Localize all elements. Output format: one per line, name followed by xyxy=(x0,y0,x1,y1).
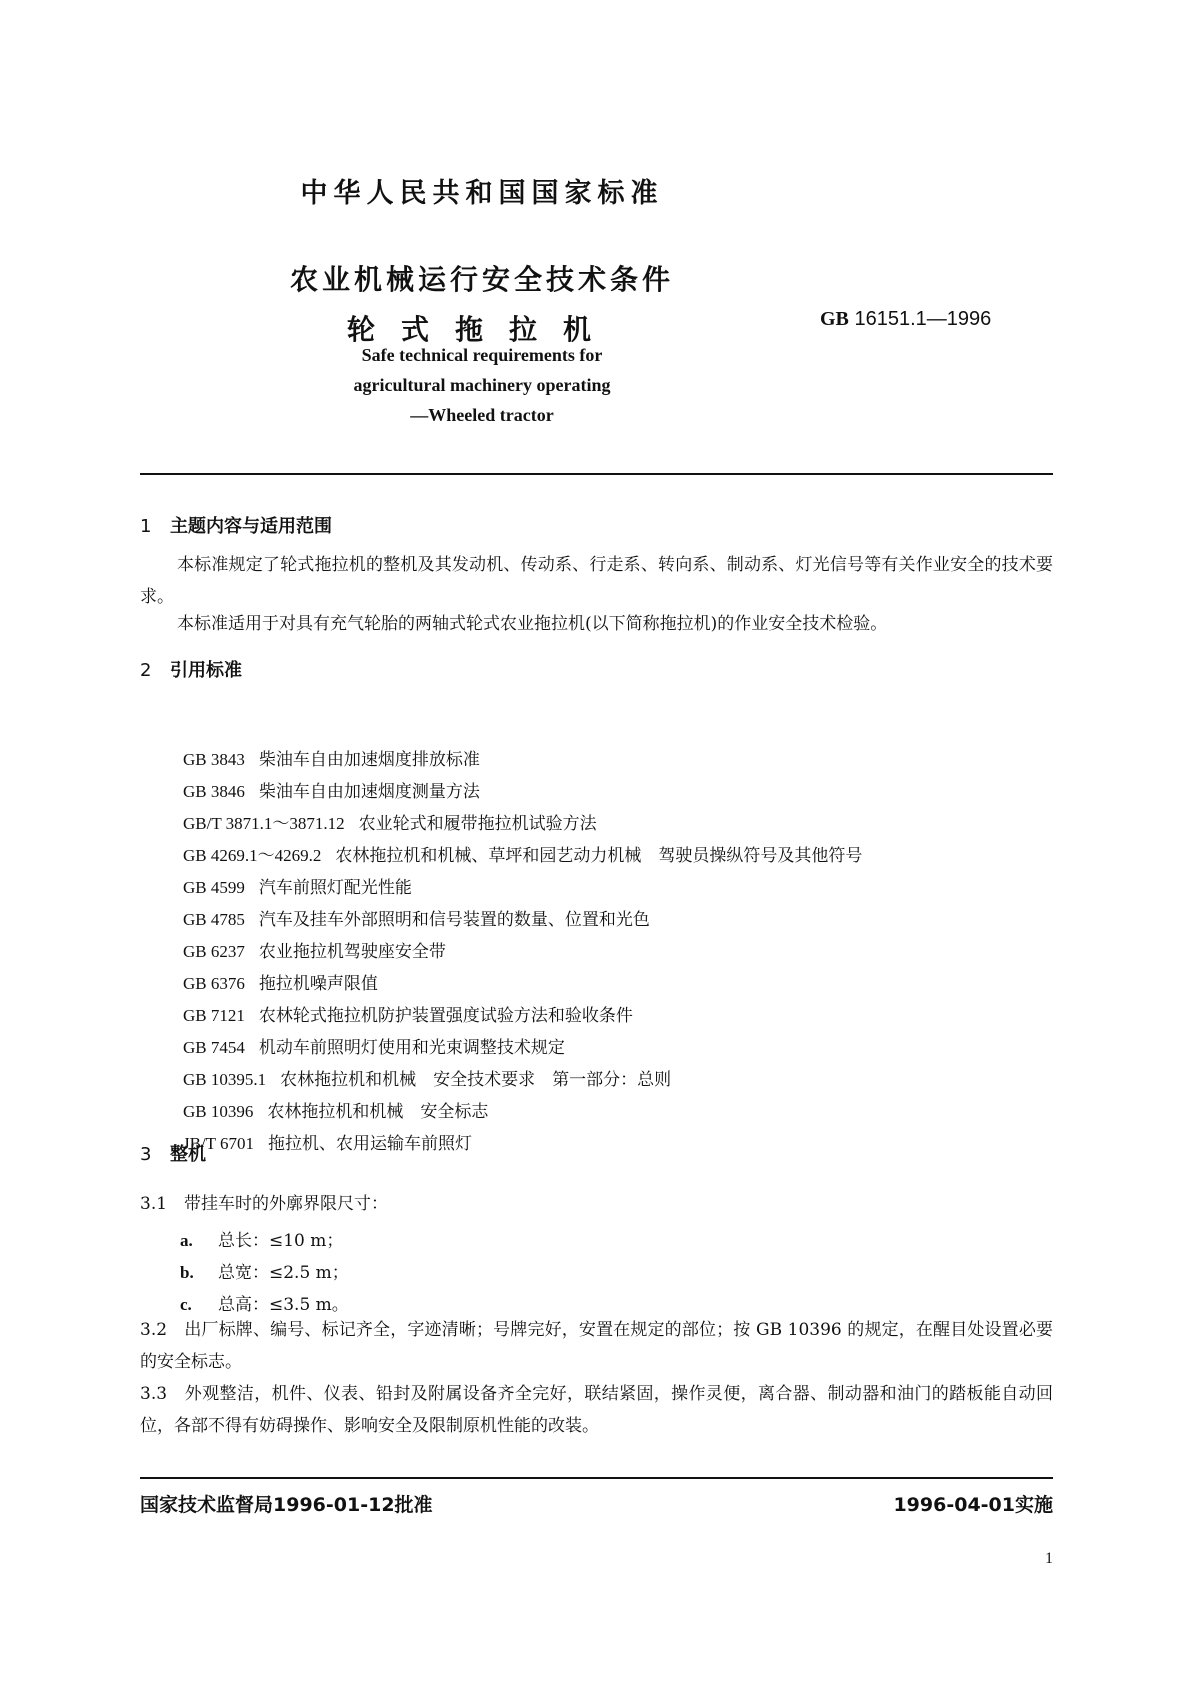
reference-list xyxy=(183,744,862,1160)
reference-item xyxy=(183,968,862,1000)
section-1-heading xyxy=(140,512,332,538)
reference-item xyxy=(183,1000,862,1032)
section-1-paragraph-1: 本标准规定了轮式拖拉机的整机及其发动机、传动系、行走系、转向系、制动系、灯光信号等有关作业安全的技术要求。 xyxy=(140,555,1053,607)
reference-item xyxy=(183,1096,862,1128)
section-2-title: 引用标准 xyxy=(170,660,242,681)
section-1-paragraph-2: 本标准适用于对具有充气轮胎的两轴式轮式农业拖拉机(以下简称拖拉机)的作业安全技术检验。 xyxy=(177,614,888,634)
clause-3-1: 3.1 带挂车时的外廓界限尺寸： xyxy=(140,1194,389,1214)
item-letter: c. xyxy=(180,1295,192,1314)
reference-title: 柴油车自由加速烟度排放标准 xyxy=(258,750,480,770)
reference-title: 农业拖拉机驾驶座安全带 xyxy=(258,942,446,962)
document-title: 农业机械运行安全技术条件 xyxy=(289,263,674,296)
item-text: 总长：≤10 m； xyxy=(218,1231,344,1251)
reference-item xyxy=(183,776,862,808)
reference-title: 农业轮式和履带拖拉机试验方法 xyxy=(358,814,597,834)
reference-code: GB 7454 xyxy=(183,1038,245,1057)
section-3-number: 3 xyxy=(140,1144,152,1165)
reference-item xyxy=(183,808,862,840)
reference-title: 农林拖拉机和机械 安全技术要求 第一部分：总则 xyxy=(280,1070,672,1090)
effective-date: 1996-04-01实施 xyxy=(893,1494,1053,1516)
reference-title: 农林拖拉机和机械、草坪和园艺动力机械 驾驶员操纵符号及其他符号 xyxy=(335,846,863,866)
reference-code: GB 4269.1～4269.2 xyxy=(183,846,322,865)
reference-title: 机动车前照明灯使用和光束调整技术规定 xyxy=(258,1038,565,1058)
reference-item xyxy=(183,936,862,968)
section-3-title: 整机 xyxy=(170,1144,206,1165)
item-text: 总宽：≤2.5 m； xyxy=(218,1263,349,1283)
dimension-item xyxy=(180,1225,349,1257)
section-1-title: 主题内容与适用范围 xyxy=(170,516,332,537)
footer-divider xyxy=(140,1477,1053,1479)
reference-code: GB 10396 xyxy=(183,1102,254,1121)
reference-title: 汽车及挂车外部照明和信号装置的数量、位置和光色 xyxy=(258,910,650,930)
reference-code: GB/T 3871.1～3871.12 xyxy=(183,814,345,833)
reference-item xyxy=(183,872,862,904)
dimension-list xyxy=(180,1225,349,1321)
item-letter: a. xyxy=(180,1231,193,1250)
section-3-heading xyxy=(140,1140,206,1166)
reference-item xyxy=(183,1128,862,1160)
english-title-line-3: —Wheeled tractor xyxy=(410,405,554,425)
reference-title: 柴油车自由加速烟度测量方法 xyxy=(258,782,480,802)
reference-code: JB/T 6701 xyxy=(183,1134,255,1153)
reference-code: GB 3843 xyxy=(183,750,245,769)
section-2-heading xyxy=(140,656,242,682)
header-divider xyxy=(140,473,1053,475)
dimension-item xyxy=(180,1257,349,1289)
reference-title: 拖拉机噪声限值 xyxy=(258,974,378,994)
reference-item xyxy=(183,904,862,936)
document-subtitle: 轮式拖拉机 xyxy=(346,313,617,346)
english-title-line-2: agricultural machinery operating xyxy=(353,375,611,395)
reference-code: GB 4599 xyxy=(183,878,245,897)
clause-3-3: 3.3 外观整洁，机件、仪表、铅封及附属设备齐全完好，联结紧固，操作灵便，离合器、制动器和油门的踏板能自动回位，各部不得有妨碍操作、影响安全及限制原机性能的改装。 xyxy=(140,1384,1053,1436)
reference-title: 农林拖拉机和机械 安全标志 xyxy=(267,1102,489,1122)
reference-title: 汽车前照灯配光性能 xyxy=(258,878,412,898)
english-title-line-1: Safe technical requirements for xyxy=(361,345,603,365)
approval-date: 国家技术监督局1996-01-12批准 xyxy=(140,1494,433,1516)
item-letter: b. xyxy=(180,1263,194,1282)
reference-code: GB 10395.1 xyxy=(183,1070,267,1089)
standard-number xyxy=(820,308,991,331)
reference-item xyxy=(183,1064,862,1096)
reference-code: GB 7121 xyxy=(183,1006,245,1025)
clause-3-2: 3.2 出厂标牌、编号、标记齐全，字迹清晰；号牌完好，安置在规定的部位；按 GB 10396 的规定，在醒目处设置必要的安全标志。 xyxy=(140,1320,1053,1372)
reference-title: 拖拉机、农用运输车前照灯 xyxy=(268,1134,473,1154)
reference-item xyxy=(183,744,862,776)
reference-item xyxy=(183,1032,862,1064)
state-standard-heading: 中华人民共和国国家标准 xyxy=(300,178,664,209)
reference-code: GB 4785 xyxy=(183,910,245,929)
reference-code: GB 6237 xyxy=(183,942,245,961)
standard-code: 16151.1—1996 xyxy=(854,308,992,330)
reference-code: GB 3846 xyxy=(183,782,245,801)
reference-code: GB 6376 xyxy=(183,974,245,993)
item-text: 总高：≤3.5 m。 xyxy=(218,1295,349,1315)
reference-item xyxy=(183,840,862,872)
section-1-number: 1 xyxy=(140,516,152,537)
section-2-number: 2 xyxy=(140,660,152,681)
reference-title: 农林轮式拖拉机防护装置强度试验方法和验收条件 xyxy=(258,1006,633,1026)
page-number: 1 xyxy=(1045,1550,1053,1567)
standard-prefix: GB xyxy=(820,308,849,330)
